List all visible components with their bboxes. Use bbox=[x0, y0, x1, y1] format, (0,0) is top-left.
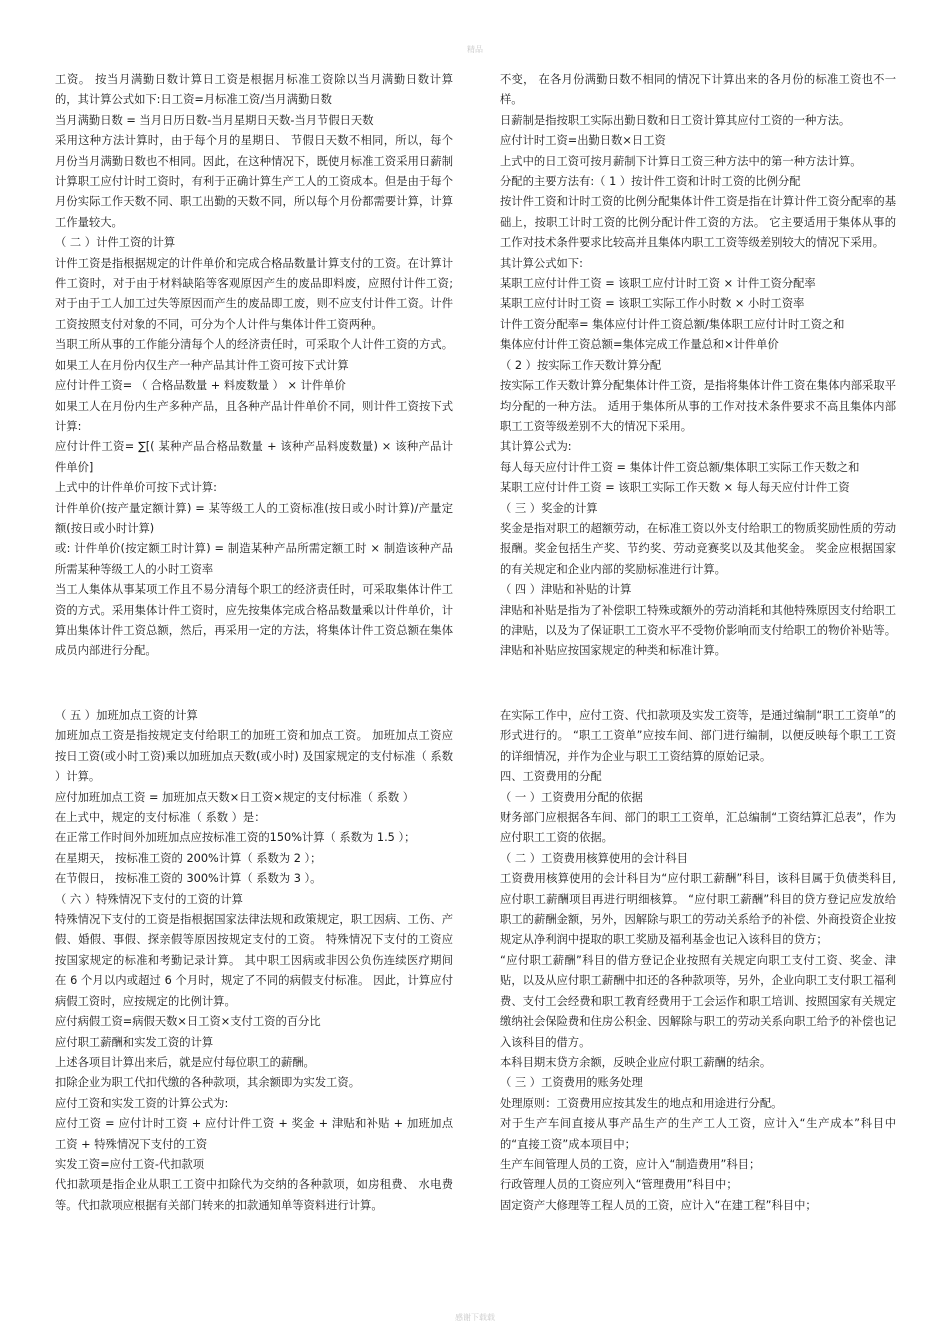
paragraph: 在星期天， 按标准工资的 200%计算（ 系数为 2 ）； bbox=[55, 851, 322, 865]
formula: 某职工应付计件工资 = 该职工应付计时工资 × 计件工资分配率 bbox=[500, 277, 816, 291]
paragraph: 本科目期末贷方余额，反映企业应付职工薪酬的结余。 bbox=[500, 1055, 772, 1069]
paragraph: 固定资产大修理等工程人员的工资，应计入“在建工程”科目中； bbox=[500, 1198, 817, 1212]
paragraph: 特殊情况下支付的工资是指根据国家法律法规和政策规定，职工因病、工伤、产假、婚假、事假、探亲假等原因按规定支付的工资。 特殊情况下支付的工资应按国家规定的标准和考勤记录计算。 其中职工因病或非因公负伤连续医疗期间在 6 个月以内或超过 6 个月时，规定了不同的病假支付标准。 因此，计算应付病假工资时，应按规定的比例计算。 bbox=[55, 913, 453, 1008]
paragraph: 财务部门应根据各车间、部门的职工工资单，汇总编制“工资结算汇总表”，作为应付职工工资的依据。 bbox=[500, 811, 896, 845]
section-heading: （ 2 ）按实际工作天数计算分配 bbox=[500, 358, 662, 372]
paragraph: 处理原则：工资费用应按其发生的地点和用途进行分配。 bbox=[500, 1096, 783, 1110]
formula: 计件工资分配率= 集体应付计件工资总额/集体职工应付计时工资之和 bbox=[500, 317, 845, 331]
formula: 实发工资=应付工资-代扣款项 bbox=[55, 1157, 205, 1171]
paragraph: 当月满勤日数 = 当月日历日数-当月星期日天数-当月节假日天数 bbox=[55, 113, 374, 127]
paragraph: 上式中的计件单价可按下式计算: bbox=[55, 481, 217, 495]
paragraph: 当工人集体从事某项工作且不易分清每个职工的经济责任时，可采取集体计件工资的方式。采用集体计件工资时，应先按集体完成合格品数量乘以计件单价，计算出集体计件工资总额，然后，再采用一定的方法，将集体计件工资总额在集体成员内部进行分配。 bbox=[55, 583, 453, 658]
paragraph: 当职工所从事的工作能分清每个人的经济责任时，可采取个人计件工资的方式。 如果工人在月份内仅生产一种产品其计件工资可按下式计算 bbox=[55, 338, 453, 372]
formula: 应付计件工资= （ 合格品数量 + 料废数量 ） × 计件单价 bbox=[55, 379, 346, 393]
section-heading: （ 五 ）加班加点工资的计算 bbox=[55, 709, 198, 722]
formula: 每人每天应付计件工资 = 集体计件工资总额/集体职工实际工作天数之和 bbox=[500, 460, 860, 474]
paragraph: 在实际工作中，应付工资、代扣款项及实发工资等，是通过编制“职工工资单”的形式进行的。 “职工工资单”应按车间、部门进行编制，以便反映每个职工工资的详细情况，并作为企业与职工工资结算的原始记录。 bbox=[500, 709, 896, 763]
column-left-top bbox=[55, 70, 453, 662]
section-heading: 四、工资费用的分配 bbox=[500, 770, 602, 784]
paragraph: 在正常工作时间外加班加点应按标准工资的150%计算（ 系数为 1.5 ）； bbox=[55, 831, 416, 845]
section-heading: （ 四 ）津贴和补贴的计算 bbox=[500, 583, 632, 597]
paragraph: 代扣款项是指企业从职工工资中扣除代为交纳的各种款项，如房租费、 水电费等。代扣款项应根据有关部门转来的扣款通知单等资料进行计算。 bbox=[55, 1178, 453, 1212]
section-heading: （ 一 ）工资费用分配的依据 bbox=[500, 790, 643, 804]
paragraph: 工资费用核算使用的会计科目为“应付职工薪酬”科目，该科目属于负债类科目,应付职工薪酬项目再进行明细核算。 “应付职工薪酬”科目的贷方登记应发放给职工的薪酬金额，另外，因解除与职工的劳动关系给予的补偿、外商投资企业按规定从净利润中提取的职工奖励及福利基金也记入该科目的贷方； bbox=[500, 872, 896, 947]
paragraph: 工资。 按当月满勤日数计算日工资是根据月标准工资除以当月满勤日数计算的，其计算公式如下:日工资=月标准工资/当月满勤日数 bbox=[55, 73, 453, 107]
formula: 应付工资 = 应付计时工资 + 应付计件工资 + 奖金 + 津贴和补贴 + 加班加点工资 + 特殊情况下支付的工资 bbox=[55, 1117, 453, 1151]
formula: 某职工应付计时工资 = 该职工实际工作小时数 × 小时工资率 bbox=[500, 297, 805, 311]
paragraph: 其计算公式为: bbox=[500, 440, 572, 454]
formula: 计件单价(按产量定额计算) = 某等级工人的工资标准(按日或小时计算)/产量定额(按日或小时计算) bbox=[55, 501, 453, 535]
paragraph: 在节假日， 按标准工资的 300%计算（ 系数为 3 ）。 bbox=[55, 872, 322, 886]
paragraph: 对于生产车间直接从事产品生产的生产工人工资，应计入“生产成本”科目中的“直接工资”成本项目中； bbox=[500, 1117, 896, 1151]
paragraph: 其计算公式如下: bbox=[500, 256, 583, 270]
paragraph: 行政管理人员的工资应列入“管理费用”科目中； bbox=[500, 1178, 738, 1192]
paragraph: 计件工资是指根据规定的计件单价和完成合格品数量计算支付的工资。在计算计件工资时，对于由于材料缺陷等客观原因产生的废品即料废，应照付计件工资;对于由于工人加工过失等原因而产生的废品即工废，则不应支付计件工资。计件工资按照支付对象的不同，可分为个人计件与集体计件工资两种。 bbox=[55, 256, 453, 331]
formula: 应付计时工资=出勤日数×日工资 bbox=[500, 134, 666, 148]
watermark-bottom: 感谢下载载 bbox=[455, 1313, 495, 1322]
column-right-top bbox=[500, 70, 896, 662]
section-heading: 应付职工薪酬和实发工资的计算 bbox=[55, 1035, 214, 1049]
section-heading: （ 二 ）工资费用核算使用的会计科目 bbox=[500, 851, 688, 865]
formula: 或: 计件单价(按定额工时计算) = 制造某种产品所需定额工时 × 制造该种产品所需某种等级工人的小时工资率 bbox=[55, 542, 453, 576]
paragraph: 分配的主要方法有:（ 1 ）按计件工资和计时工资的比例分配 bbox=[500, 175, 801, 189]
formula: 应付病假工资=病假天数×日工资×支付工资的百分比 bbox=[55, 1015, 321, 1029]
paragraph: 奖金是指对职工的超额劳动，在标准工资以外支付给职工的物质奖励性质的劳动报酬。奖金包括生产奖、节约奖、劳动竞赛奖以及其他奖金。 奖金应根据国家的有关规定和企业内部的奖励标准进行计算。 bbox=[500, 521, 896, 576]
formula: 应付加班加点工资 = 加班加点天数×日工资×规定的支付标准（ 系数 ） bbox=[55, 790, 415, 804]
section-heading: （ 二 ）计件工资的计算 bbox=[55, 236, 176, 250]
column-right-bottom bbox=[500, 706, 896, 1216]
paragraph: 日薪制是指按职工实际出勤日数和日工资计算其应付工资的一种方法。 bbox=[500, 113, 851, 127]
column-left-bottom bbox=[55, 706, 453, 1216]
section-heading: （ 六 ）特殊情况下支付的工资的计算 bbox=[55, 892, 243, 906]
paragraph: 津贴和补贴是指为了补偿职工特殊或额外的劳动消耗和其他特殊原因支付给职工的津贴，以及为了保证职工工资水平不受物价影响而支付给职工的物价补贴等。津贴和补贴应按国家规定的种类和标准计算。 bbox=[500, 603, 896, 658]
paragraph: 应付工资和实发工资的计算公式为: bbox=[55, 1096, 229, 1110]
formula: 某职工应付计件工资 = 该职工实际工作天数 × 每人每天应付计件工资 bbox=[500, 481, 850, 495]
paragraph: 加班加点工资是指按规定支付给职工的加班工资和加点工资。 加班加点工资应按日工资(或小时工资)乘以加班加点天数(或小时) 及国家规定的支付标准（ 系数 ）计算。 bbox=[55, 729, 453, 784]
paragraph: 扣除企业为职工代扣代缴的各种款项，其余额即为实发工资。 bbox=[55, 1076, 361, 1090]
watermark-top: 精品 bbox=[467, 45, 483, 54]
section-heading: （ 三 ）奖金的计算 bbox=[500, 501, 598, 515]
paragraph: 在上式中，规定的支付标准（ 系数 ）是： bbox=[55, 811, 266, 825]
formula: 应付计件工资= ∑[( 某种产品合格品数量 + 该种产品料废数量) × 该种产品计件单价] bbox=[55, 440, 453, 474]
paragraph: 不变， 在各月份满勤日数不相同的情况下计算出来的各月份的标准工资也不一样。 bbox=[500, 73, 896, 107]
section-heading: （ 三 ）工资费用的账务处理 bbox=[500, 1076, 643, 1090]
paragraph: 上式中的日工资可按月薪制下计算日工资三种方法中的第一种方法计算。 bbox=[500, 154, 862, 168]
paragraph: 按实际工作天数计算分配集体计件工资，是指将集体计件工资在集体内部采取平均分配的一种方法。 适用于集体所从事的工作对技术条件要求不高且集体内部职工工资等级差别不大的情况下采用。 bbox=[500, 379, 896, 433]
paragraph: 上述各项目计算出来后，就是应付每位职工的薪酬。 bbox=[55, 1055, 315, 1069]
paragraph: “应付职工薪酬”科目的借方登记企业按照有关规定向职工支付工资、奖金、津贴，以及从应付职工薪酬中扣还的各种款项等，另外，企业向职工支付职工福利费、支付工会经费和职工教育经费用于工会运作和职工培训、按照国家有关规定缴纳社会保险费和住房公积金、因解除与职工的劳动关系向职工给予的补偿也记入该科目的借方。 bbox=[500, 953, 896, 1049]
paragraph: 采用这种方法计算时，由于每个月的星期日、 节假日天数不相同，所以，每个月份当月满勤日数也不相同。因此，在这种情况下，既使月标准工资采用日薪制计算职工应付计时工资时，有利于正确计算生产工人的工资成本。但是由于每个月份实际工作天数不同、职工出勤的天数不同，所以每个月份都需要计算，计算工作量较大。 bbox=[55, 134, 453, 229]
paragraph: 如果工人在月份内生产多种产品，且各种产品计件单价不同，则计件工资按下式计算: bbox=[55, 399, 453, 433]
formula: 集体应付计件工资总额=集体完成工作量总和×计件单价 bbox=[500, 338, 779, 352]
paragraph: 生产车间管理人员的工资，应计入“制造费用”科目； bbox=[500, 1157, 761, 1171]
paragraph: 按计件工资和计时工资的比例分配集体计件工资是指在计算计件工资分配率的基础上，按职工计时工资的比例分配计件工资的方法。 它主要适用于集体从事的工作对技术条件要求比较高并且集体内职工工资等级差别较大的情况下采用。 bbox=[500, 195, 896, 250]
